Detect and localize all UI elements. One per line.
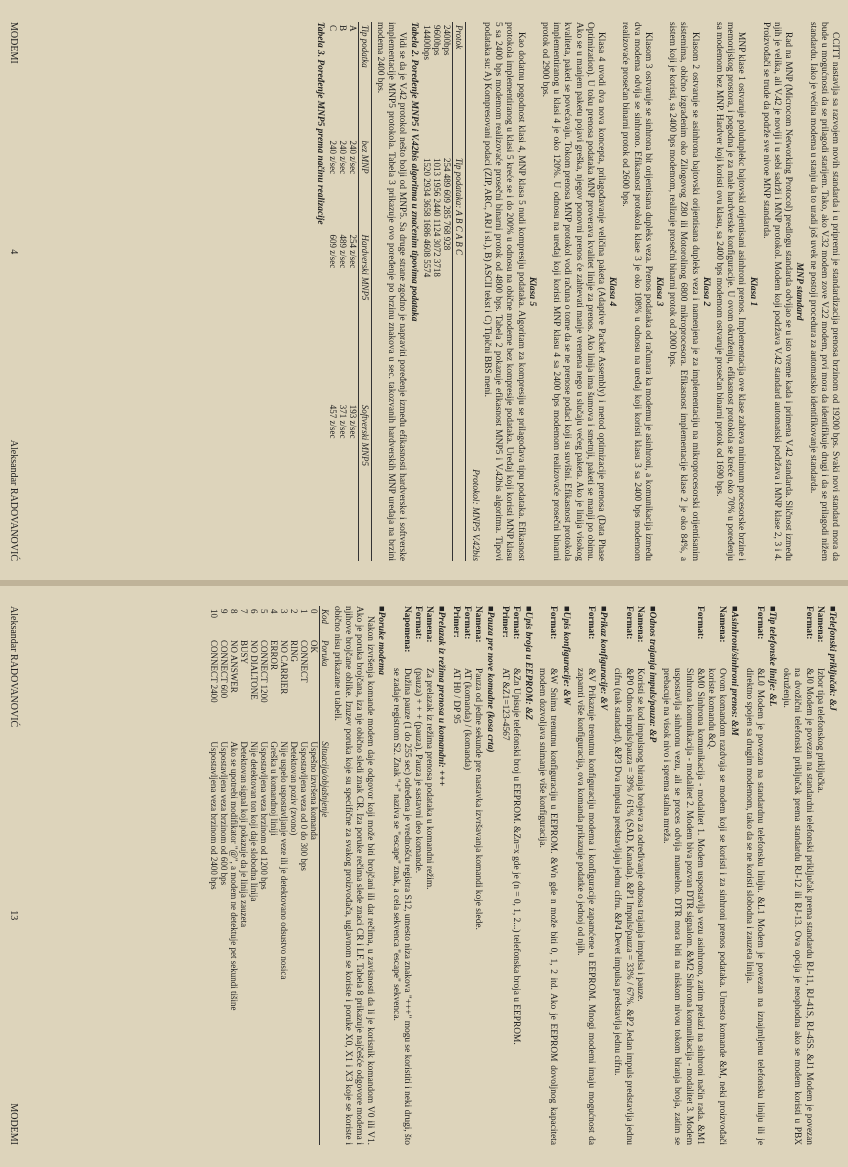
table-cell: 10: [208, 609, 219, 618]
author-name: Aleksandar RADOVANOVIĆ: [8, 439, 19, 561]
section-row: [461, 606, 472, 1145]
table-cell: 6: [248, 609, 259, 614]
section-title: ■ Prelazak iz režima prenosa u komandni: +++: [435, 606, 446, 1145]
right-page-body: [389, 606, 837, 1145]
table-row: [219, 606, 229, 1145]
table3-header-cell: bez MNP: [358, 137, 371, 231]
table-cell: 240 z/sec: [347, 140, 358, 175]
table-row: [269, 606, 279, 1145]
row-text: AT (komanda) / (komanda): [461, 668, 472, 771]
row-label: Napomena:: [401, 606, 412, 653]
running-head: MODEMI: [8, 1103, 19, 1145]
table-cell: RING: [288, 640, 299, 663]
table-cell: 3: [278, 609, 289, 614]
row-text: Izbor tipa telefonskog priključka.: [814, 668, 825, 793]
row-label: Format:: [461, 606, 472, 640]
responses-header-cell: Situacija/objašnjenje: [319, 738, 330, 1145]
row-text: &W Snima trenutnu konfiguraciju u EEPROM. &Wn gde n može biti 0, 1, 2 itd. Ako je EEPROM dovoljnog kapaciteta modem dozvoljava snimanje više konfiguracija.: [537, 668, 559, 1145]
table-3: [328, 22, 372, 561]
row-label: Format:: [510, 606, 521, 640]
intro-paragraph: CCITT nastavlja sa razvojem novih standarda i u pripremi je standardizacija prenosa brzinom od 19200 bps. Svaki novi standard mora da bude u mogućnosti da se prilagodi starijem. Tako, ako V.32 modem zove V.22 modem, prvi mora da identifikuje drugi i da se prilagodi nižem standardu. Iako je većina modema u stanju da to uradi još uvek ne postoji procedura za automatsko identifikovanje standarda.: [807, 22, 840, 561]
mnp-section-title: MNP standard: [794, 262, 806, 321]
table-row: [259, 606, 269, 1145]
row-text: AT &Z1=123-4567: [499, 668, 510, 741]
row-label: Format:: [413, 606, 424, 640]
class-2-title: Klasa 2: [700, 276, 712, 307]
section-title: ■ Tip telefonske linije: &L: [766, 606, 777, 1145]
section-row: [660, 606, 705, 1145]
table-cell: CONNECT 600: [218, 640, 229, 699]
left-page-body: [313, 22, 840, 561]
section-title: ■ Asinhroni/sinhroni prenos: &M: [728, 606, 739, 1145]
table-cell: Uspostavljena veza brzinom od 1200 bps: [258, 741, 269, 890]
table-cell: NO CARRIER: [278, 640, 289, 695]
class-2-text: Klasom 2 ostvaruje se asinhrona bajtovski orijentisana dupleks veza i namenjena je za implementaciju na mikroprocesorski orijentisanim sistemima, obično izgrađenim oko Zilogovog Z80 ili Motorolinog 6800 mikroprocesora. Efikasnost implementacije klase 2 je oko 84%, a sistem koji je koristi, sa 2400 bps modemom, realizuje prosečni binarni protok od 2000 bps.: [667, 22, 700, 561]
table-cell: 5: [258, 609, 269, 614]
table-row: [279, 606, 289, 1145]
table-cell: 489 z/sec: [337, 234, 348, 269]
section-title: ■ Upis broja u EEPROM: &Z: [522, 606, 533, 1145]
table-cell: Uspostavljena veza brzinom od 2400 bps: [208, 741, 219, 890]
table-cell: 609 z/sec: [327, 234, 338, 269]
table-cell: 14400bps: [422, 25, 433, 61]
class-3-text: Klasom 3 ostvaruje se sinhrona bit orijentisana dupleks veza. Prenos podataka od računara ka modemu je asinhroni, a komunikacija između dva modema odvija se sinhrono. Efikasnost protokola klase 3 je oko 108% u odnosu na uređaj koji koristi klasu 3 sa 2400 bps modemom realizovaće prosečan binarni protok od 2600 bps.: [620, 22, 653, 561]
table3-header-cell: Softverski MNP5: [358, 402, 371, 561]
table-cell: 254 489 609 285 768 928: [442, 157, 453, 251]
section-row: [634, 606, 645, 1145]
row-text: Pauza od jedne sekunde pre nastavka izvršavanja komandi koje slede.: [473, 668, 484, 930]
table-row: [299, 606, 309, 1145]
table-cell: A: [347, 25, 358, 32]
page-number: 13: [8, 910, 19, 921]
table-cell: Detektovan signal koji pokazuje da je linija zauzeta: [238, 741, 249, 928]
table3-caption: Tabela 3. Poređenje MNP5 prema načinu realizacije: [314, 22, 325, 225]
table-cell: 1013 1956 2440 1124 3072 3718: [432, 157, 443, 277]
responses-intro: Nakon izvršenja komande modem daje odgovor koji može biti brojčani ili dat rečima, u zavisnosti da li je korisnik komandom V0 ili V1. Ako je poruka brojčana, iza nje obično sledi znak CR. Iza poruke rečima slede znaci CR i LF. Tabela 8 prikazuje najčešće odgovore modema i njihove brojčane oblike. Izuzev poruka koje su specifične za svakog proizvođača, uglavnom se koriste i poruke X0, X1 i X3 koje se koriste i obično nisu prikazane u tabeli.: [331, 606, 376, 1145]
row-text: &P0 Odnos impuls/pauza = 39% / 61% (SAD, Kanada). &P1 Impuls/pauza = 33% / 67%. &P2 Jedan impuls predstavlja jednu cifru (nak standard). &P3 Dva impulsa predstavljaju jednu cifru. &P4 Devet impulsa predstavlja jednu cifru.: [612, 668, 634, 1145]
responses-title: ■ Poruke modema: [376, 606, 386, 1145]
section-title: ■ Pauza pre nove komadne (kosa crta): [484, 606, 495, 1145]
row-label: Format:: [754, 606, 765, 640]
table-cell: 8: [228, 609, 239, 614]
right-page-footer: [8, 606, 19, 1145]
section-row: [472, 606, 483, 1145]
table-cell: NO DIALTONE: [248, 640, 259, 700]
section-title: ■ Upis konfiguracije: &W: [559, 606, 570, 1145]
row-label: Namena:: [814, 606, 825, 643]
left-page: [0, 0, 848, 583]
table-cell: 2400bps: [442, 25, 453, 56]
row-label: Namena:: [424, 606, 435, 643]
table-row: [423, 22, 433, 561]
table-row: [239, 606, 249, 1145]
table-cell: CONNECT 1200: [258, 640, 269, 703]
table-row: [328, 22, 338, 561]
class-5-text: Kao dodatnu pogodnost klasi 4, MNP klasa 5 nudi kompresiju podataka. Algoritam za kompresiju se prilagođava tipu podataka. Efikasnost protokola implementiranog u klasi 5 kreće se i do 200% u odnosu na obične modeme bez kompresije podataka. Uređaj koji koristi MNP klasu 5 sa 2400 bps modemom realizovaće prosečni binarni protok od 4800 bps. Tabela 2 pokazuje efikasnost MNP5 i V.42bis algoritma. Tipovi podataka su: A) Kompresovani podaci (ZIP, ARC, ARJ i sl.), B) ASCII tekst i C) Tipični BBS meni.: [481, 22, 526, 561]
row-label: Primer:: [499, 606, 510, 638]
table-cell: 457 z/sec: [327, 404, 338, 439]
table-cell: 2: [288, 609, 299, 614]
section-title: ■ Telefonski priključak: &J: [826, 606, 837, 1145]
row-text: AT H0 / DP 95: [450, 668, 461, 724]
table-cell: C: [327, 25, 338, 32]
section-row: [611, 606, 633, 1145]
row-text: &J0 Modem je povezan na standardni telefonski priključak prema standardu RJ-11, RJ-41S, RJ-45S. &J1 Modem je povezan na dvožični telefonski priključak prema standardu RJ-12 ili RJ-13. Ova opcija je neophodna ako se modem koristi u PBX okruženju.: [781, 668, 814, 1145]
section-title: ■ Prikaz konfiguracije: &V: [597, 606, 608, 1145]
row-label: Primer:: [450, 606, 461, 638]
row-text: &M0 Sinhrona komunikacija - modalitet 1. Modem uspostavlja vezu asinhrono, zatim prelazi na sinhroni način rada. &M1 Sinhrona komunikacija - modalitet 2. Modem biva pozvan DTR signalom. &M2 Sinhrona komunikacija - modalitet 3. Modem uspostavlja sinhronu vezu, ali se proces odvija manuelno. DTR mora biti na niskom nivou tokom biranja broja, zatim se prebacuje na visok nivo i sprema stalna mreža.: [661, 668, 705, 1145]
table2-header-cell: Protok: [453, 22, 466, 155]
responses-header-cell: Kod: [319, 606, 330, 637]
table-cell: Uspešno izvršena komanda: [308, 741, 319, 840]
row-label: Namena:: [717, 606, 728, 643]
row-text: Koristi se kod impulsnog biranja brojeva za određivanje odnosa trajanja impulsa i pauze.: [634, 668, 645, 1002]
row-label: Namena:: [473, 606, 484, 643]
table2-caption: Tabela 2. Poređenje MNP5 i V.42bis algoritma u značenim tipovima podataka: [409, 22, 420, 322]
table-cell: Uspostavljena veza brzinom od 600 bps: [218, 741, 229, 886]
row-label: Format:: [623, 606, 634, 640]
table-cell: BUSY: [238, 640, 249, 665]
table2-protocol-label: Protokol: MNP5 V.42bis: [469, 469, 480, 561]
row-text: &V Prikazuje trenutnu konfiguraciju modema i konfiguracije zapamćene u EEPROM. Mnogi modemi imaju mogućnost da zapamti više konfiguracija, ova komanda prikazuje podatke o jednoj od njih.: [574, 668, 596, 1145]
row-text: Ovom komandom razdvaja se modem koji se koristi i za sinhroni prenos podataka. Umesto komande &M, neki proizvođači koriste komandu &Q.: [705, 668, 728, 1145]
row-text: (pauza) + + + (pauza). Pauza je sastavni deo komande.: [413, 668, 424, 874]
row-text: &L0 Modem je povezan na standardnu telefonsku liniju. &L1 Modem je povezan na iznajmljenu telefonsku liniju ili je direktno spojen sa drugim modemom, tako da se ne koristi slobodna i zauzeta linija.: [743, 668, 765, 1145]
row-label: Format:: [803, 606, 814, 640]
table-row: [348, 22, 359, 561]
table-cell: Uspostavljena veza od 0 do 300 bps: [298, 741, 309, 871]
table-cell: 254 z/sec: [347, 234, 358, 269]
section-row: [574, 606, 596, 1145]
table2-header-cell: Tip podataka: A B C A B C: [453, 155, 466, 561]
class-4-text: Klasa 4 uvodi dva nova koncepta, prilagođavanje veličina paketa (Adaptive Packet Assembly) i metod optimizacije prenosa (Data Phase Optimization). U toku prenosa podataka MNP proverava kvalitet linije za prenos. Ako linija ima šumova i smetnji, paketi se manji po obimu. Ako se u manjem paketu pojavi greška, njegov ponovni prenos će zahtevati manje vremena nego u slučaju većeg paketa. Ako je linija visokog kvaliteta, paketi se povećavaju. Tokom prenosa MNP protokol vodi računa o tome da se ne prenose podaci koji su suvišni. Efikasnost protokola implementiranog u klasi 4 je oko 120%. U odnosu na uređaj koji koristi MNP klasu 4 sa 2400 bps modemom realizovaće prosečni binarni protok od 2900 bps.: [539, 22, 606, 561]
row-label: Format:: [585, 606, 596, 640]
row-label: Namena:: [634, 606, 645, 643]
table-cell: 7: [238, 609, 249, 614]
table3-header-cell: Tip podatka: [358, 22, 371, 137]
class-4-title: Klasa 4: [607, 276, 619, 307]
table-cell: Greška u komandnoj liniji: [268, 741, 279, 836]
table-cell: 240 z/sec: [337, 140, 348, 175]
author-name: Aleksandar RADOVANOVIĆ: [8, 606, 19, 728]
table-cell: 4: [268, 609, 279, 614]
table-row: [433, 22, 443, 561]
section-row: [389, 606, 411, 1145]
table-cell: 0: [308, 609, 319, 614]
table-cell: 9600bps: [432, 25, 443, 56]
page-number: 4: [8, 249, 19, 255]
table-cell: Nije uspelo uspostavljanje veze ili je detektovano odsustvo nosica: [278, 741, 289, 980]
table-cell: 371 z/sec: [337, 404, 348, 439]
table-row: [338, 22, 348, 561]
table-cell: CONNECT 2400: [208, 640, 219, 703]
row-text: &Zn Upisuje telefonski broj u EEPROM. &Zn=x gde je (n = 0, 1, 2...) telefonska broja u EEPROM.: [510, 668, 521, 1045]
section-row: [412, 606, 423, 1145]
class-1-text: MNP klase 1 ostvaruje poluduplekс bajtovski orijentisani asinhroni prenos. Implementacija ove klase zahteva minimum procesorske brzine i memorijskog prostora, i pogodna je za male hardverske konfiguracije. U ovom okruženju, efikasnost protokola se kreće oko 70% u poređenju sa modemom bez MNP. Hardver koji koristi ovu klasu, sa 2400 bps modemom ostvaruje prosečan binarni protok od 1690 bps.: [713, 22, 747, 561]
section-row: [510, 606, 521, 1145]
section-row: [536, 606, 558, 1145]
right-page: [0, 584, 848, 1167]
section-row: [498, 606, 509, 1145]
section-row: [814, 606, 825, 1145]
row-label: Format:: [694, 606, 705, 640]
running-head: MODEMI: [8, 22, 19, 64]
responses-header-cell: Poruka: [319, 637, 330, 738]
row-label: Format:: [548, 606, 559, 640]
modem-responses-table: [209, 606, 330, 1145]
table-row: [229, 606, 239, 1145]
table-cell: Detektovan poziv (zvono): [288, 741, 299, 836]
table3-header-cell: Hardverski MNP5: [358, 232, 371, 402]
table-cell: ERROR: [268, 640, 279, 671]
table-cell: 9: [218, 609, 229, 614]
table-row: [289, 606, 299, 1145]
left-page-footer: [8, 22, 19, 561]
table-row: [309, 606, 320, 1145]
table-cell: B: [337, 25, 348, 32]
table-cell: 193 z/sec: [347, 404, 358, 439]
table-2: [423, 22, 467, 561]
table-row: [249, 606, 259, 1145]
row-text: Za prelazak iz režima prenosa podataka u komandni režim.: [424, 668, 435, 890]
section-row: [780, 606, 814, 1145]
table-cell: 240 z/sec: [327, 140, 338, 175]
table-cell: Nije detektovan ton koji daje slobodna linija: [248, 741, 259, 902]
mnp-intro-paragraph: Rad na MNP (Microcom Networking Protocol) predlogu standarda odvijao se u isto vreme kada i primena V.42 standarda. Sličnost između njih je velika, ali V.42 je noviji i u sebi sadrži i MNP protokol. Modem koji podržava V.42 standard automatski podržava i MNP klase 2, 3 i 4. Proizvođači se trude da podrže sve nivoe MNP standarda.: [760, 22, 794, 561]
class-3-title: Klasa 3: [653, 276, 665, 307]
section-row: [705, 606, 727, 1145]
table-row: [443, 22, 454, 561]
table-row: [209, 606, 219, 1145]
section-row: [742, 606, 764, 1145]
table3-intro-paragraph: Vidi se da je V.42 protokol nešto bolji od MNP5. Sa druge strane zgodno je napraviti poređenje između efikasnosti hardverske i softverske implementacije MNP5 protokola. Tabela 3 prikazuje ovo poređenje po brzinu znakova u sec. takozvanih hardverskih MNP uređaja na brzini modema 2400 bps.: [374, 22, 408, 561]
table-cell: NO ANSWER: [228, 640, 239, 693]
section-row: [450, 606, 461, 1145]
table-cell: CONNECT: [298, 640, 309, 683]
section-title: ■ Odnos trajanja impuls/pauza: &P: [646, 606, 657, 1145]
table-cell: 1: [298, 609, 309, 614]
section-row: [423, 606, 434, 1145]
table-cell: Ako se upotrebi modifikator "@", a modem ne detektuje pet sekundi tišine: [228, 741, 239, 1011]
table-cell: 1520 2934 3658 1686 4608 5574: [422, 157, 433, 278]
class-5-title: Klasa 5: [526, 276, 538, 307]
row-text: Dužina pauze (1 do 255 sec) određena je vrednošću registra S12, umesto niza znakova "+++" mogu se koristiti i neki drugi, što se zadaje registrom S2. Znak "+" naziva se "escape" znak, a cela sekvenca "escape" sekvenca.: [390, 668, 412, 1145]
class-1-title: Klasa 1: [747, 276, 759, 307]
table-cell: OK: [308, 640, 319, 654]
